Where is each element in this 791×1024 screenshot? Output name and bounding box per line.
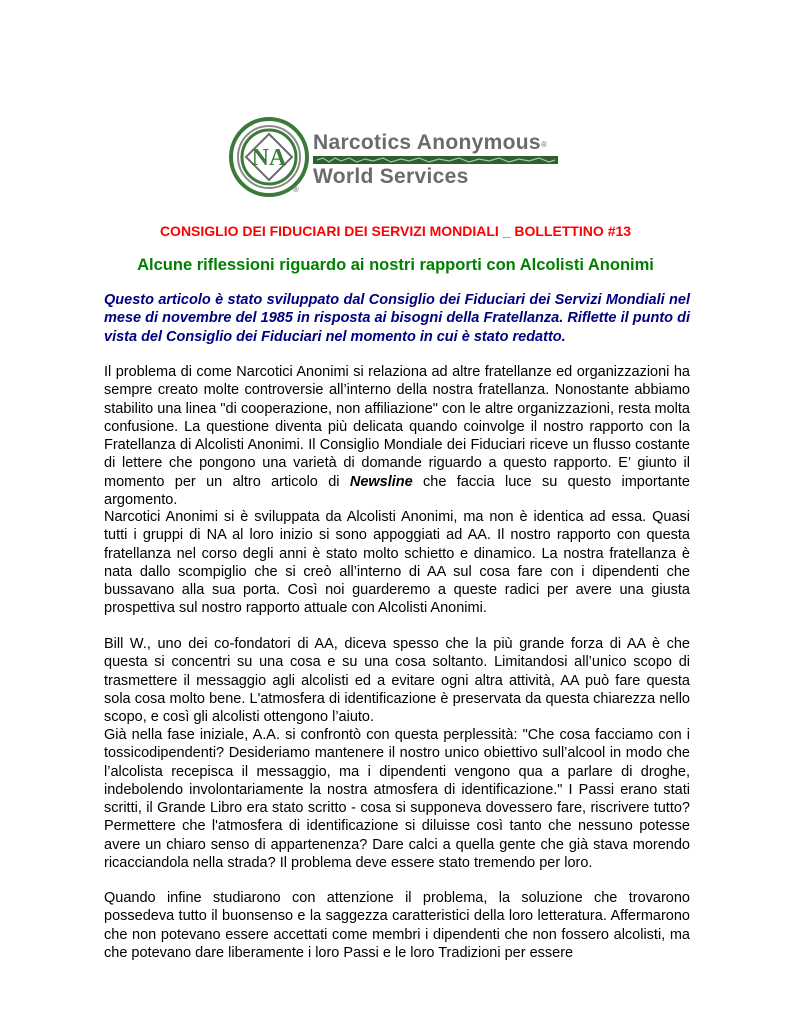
paragraph-1: [104, 363, 690, 509]
paragraph-1-text-b: che faccia luce su questo importante argomento.: [104, 473, 690, 509]
logo-line2: World Services: [313, 165, 469, 188]
newsline-emphasis: Newsline: [349, 473, 413, 490]
paragraph-1-text-a: Il problema di come Narcotici Anonimi si relaziona ad altre fratellanze ed organizzazioni ha sempre creato molte controversie all’interno della nostra fratellanza. Nonostante abbiamo stabilito una linea "di cooperazione, non affiliazione" con le altre organizzazioni, resta molta confusione. La questione diventa più delicata quando coinvolge il nostro rapporto con la Fratellanza di Alcolisti Anonimi. Il Consiglio Mondiale dei Fiduciari riceve un flusso costante di lettere che pongono una varietà di domande riguardo a questo rapporto. E’ giunto il momento per un altro articolo di: [104, 364, 690, 490]
registered-mark-2: ®: [293, 185, 299, 194]
na-emblem-icon: [229, 117, 313, 202]
bulletin-header: CONSIGLIO DEI FIDUCIARI DEI SERVIZI MONDIALI _ BOLLETTINO #13: [159, 223, 632, 239]
na-world-services-logo: [229, 117, 564, 202]
document-title: Alcune riflessioni riguardo ai nostri rapporti con Alcolisti Anonimi: [137, 256, 654, 274]
intro-paragraph: Questo articolo è stato sviluppato dal Consiglio dei Fiduciari dei Servizi Mondiali nel mese di novembre del 1985 in risposta ai bisogni della Fratellanza. Riflette il punto di vista del Consiglio dei Fiduciari nel momento in cui è stato redatto.: [104, 292, 690, 345]
logo-line1: Narcotics Anonymous: [313, 131, 541, 154]
logo-decorative-strip: [313, 156, 558, 164]
paragraph-4: Già nella fase iniziale, A.A. si confrontò con questa perplessità: "Che cosa facciamo con i tossicodipendenti? Desideriamo mantenere il nostro unico obiettivo sull’alcool in modo che l’alcolista recepisca il messaggio, ma i dipendenti vengono qua a parlare di droghe, indebolendo involontariamente la nostra atmosfera di identificazione." I Passi erano stati scritti, il Grande Libro era stato scritto - cosa si supponeva dovessero fare, riscrivere tutto? Permettere che l'atmosfera di identificazione si diluisse così tanto che nessuno potesse avere un chiaro senso di appartenenza? Dare calci a quella gente che già stava morendo ricacciandola nella strada? Il problema deve essere stato tremendo per loro.: [104, 727, 690, 872]
registered-mark: ®: [541, 140, 547, 149]
na-mark-text: NA: [251, 145, 287, 171]
paragraph-2: Narcotici Anonimi si è sviluppata da Alcolisti Anonimi, ma non è identica ad essa. Quasi tutti i gruppi di NA al loro inizio si sono appoggiati ad AA. Il nostro rapporto con questa fratellanza nel corso degli anni è stato molto schietto e dinamico. La nostra fratellanza è nata dallo scompiglio che si creò all’interno di AA sul cosa fare con i dipendenti che bussavano alla sua porta. Così noi guarderemo a queste radici per avere una giusta prospettiva sul nostro rapporto attuale con Alcolisti Anonimi.: [104, 509, 690, 617]
paragraph-3: Bill W., uno dei co-fondatori di AA, diceva spesso che la più grande forza di AA è che questa si concentri su una cosa e su una cosa soltanto. Limitandosi all’unico scopo di trasmettere il messaggio agli alcolisti ed a evitare ogni altra attività, AA può fare questa sola cosa molto bene. L'atmosfera di identificazione è preservata da questa chiarezza nello scopo, e così gli alcolisti ottengono l’aiuto.: [104, 636, 690, 726]
paragraph-5: Quando infine studiarono con attenzione il problema, la soluzione che trovarono possedeva tutto il buonsenso e la saggezza caratteristici della loro letteratura. Affermarono che non potevano essere accettati come membri i dipendenti che non fossero alcolisti, ma che potevano dare liberamente i loro Passi e le loro Tradizioni per essere: [104, 890, 690, 961]
